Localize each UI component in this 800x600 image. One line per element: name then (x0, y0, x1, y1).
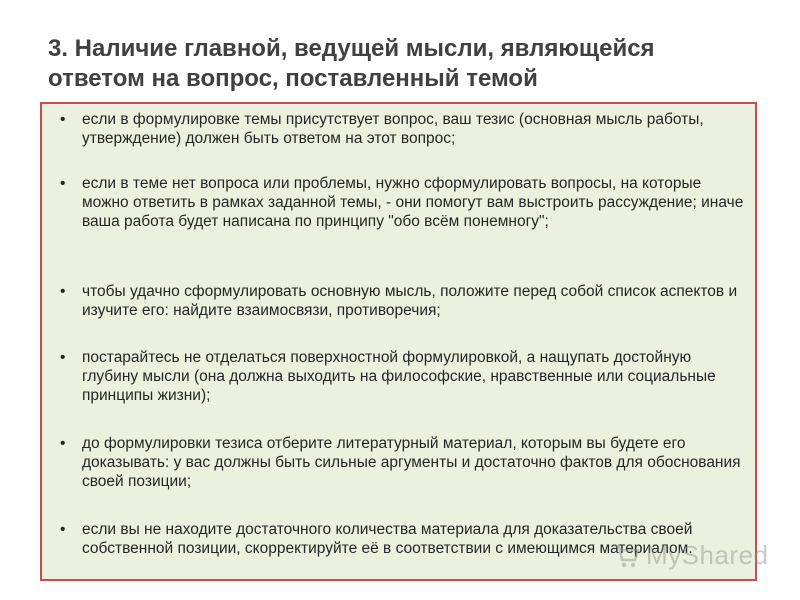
bullet-item (60, 520, 750, 558)
bullet-dot-icon: • (60, 435, 66, 452)
bullet-item (60, 348, 750, 405)
bullet-text: до формулировки тезиса отберите литературный материал, которым вы будете его доказывать: у вас должны быть сильные аргументы и достаточно фактов для обоснования своей позиции; (82, 435, 741, 490)
bullet-text: постарайтесь не отделаться поверхностной формулировкой, а нащупать достойную глубину мысли (она должна выходить на философские, нравственные или социальные принципы жизни); (82, 349, 716, 404)
bullet-item (60, 434, 750, 491)
bullet-dot-icon: • (60, 283, 66, 300)
bullet-item (60, 282, 750, 320)
bullet-dot-icon: • (60, 521, 66, 538)
bullet-dot-icon: • (60, 175, 66, 192)
bullet-dot-icon: • (60, 349, 66, 366)
bullet-text: если в формулировке темы присутствует вопрос, ваш тезис (основная мысль работы, утверждение) должен быть ответом на этот вопрос; (82, 111, 704, 147)
bullet-text: чтобы удачно сформулировать основную мысль, положите перед собой список аспектов и изучите его: найдите взаимосвязи, противоречия; (82, 283, 738, 319)
bullet-item (60, 110, 750, 148)
watermark-text: MyShared (646, 540, 769, 570)
bullet-dot-icon: • (60, 111, 66, 128)
content-box (40, 102, 757, 581)
bullet-item (60, 174, 750, 231)
bullet-text: если в теме нет вопроса или проблемы, нужно сформулировать вопросы, на которые можно ответить в рамках заданной темы, - они помогут вам выстроить рассуждение; иначе ваша работа будет написана по принципу "обо всём понемногу"; (82, 175, 744, 230)
slide-title: 3. Наличие главной, ведущей мысли, являющейся ответом на вопрос, поставленный темой (48, 35, 655, 92)
bullet-text: если вы не находите достаточного количества материала для доказательства своей собственной позиции, скорректируйте её в соответствии с имеющимся материалом. (82, 521, 693, 557)
